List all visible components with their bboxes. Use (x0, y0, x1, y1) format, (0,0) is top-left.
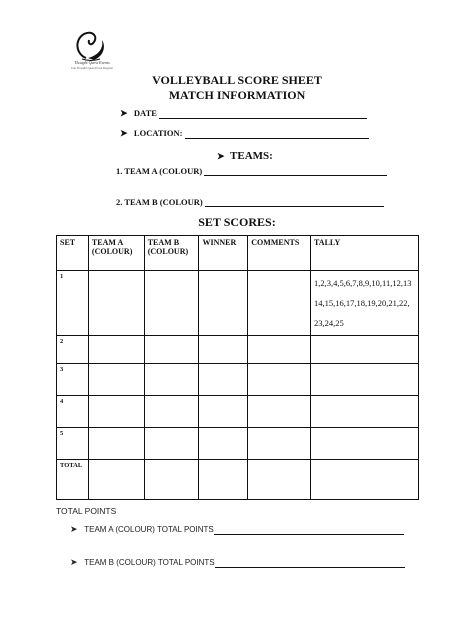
arrow-bullet-icon: ➤ (120, 128, 128, 138)
team-b-total-field[interactable] (215, 559, 405, 568)
tally-cell[interactable] (311, 396, 419, 428)
team-a-row (116, 166, 387, 176)
team-b-total-cell[interactable] (144, 460, 199, 500)
winner-cell[interactable] (199, 428, 248, 460)
table-row (57, 336, 419, 364)
arrow-bullet-icon: ➤ (70, 557, 78, 567)
tally-cell (311, 271, 419, 336)
page-title: VOLLEYBALL SCORE SHEET (152, 73, 322, 87)
logo-tagline: Join Thought Quest Event Register (70, 66, 114, 70)
team-b-label: 2. TEAM B (COLOUR) (116, 197, 203, 207)
teams-heading: TEAMS: (230, 150, 273, 162)
team-a-label: 1. TEAM A (COLOUR) (116, 166, 203, 176)
location-field[interactable] (185, 130, 369, 139)
table-total-row (57, 460, 419, 500)
team-a-score-cell[interactable] (88, 396, 144, 428)
tally-cell[interactable] (311, 428, 419, 460)
winner-cell[interactable] (199, 396, 248, 428)
tally-cell[interactable] (311, 364, 419, 396)
winner-cell[interactable] (199, 271, 248, 336)
comments-cell[interactable] (248, 336, 311, 364)
team-b-total-label: TEAM B (COLOUR) TOTAL POINTS (84, 558, 215, 567)
set-number: 1 (57, 271, 89, 336)
col-header-set: SET (57, 236, 89, 271)
comments-cell[interactable] (248, 271, 311, 336)
winner-cell[interactable] (199, 336, 248, 364)
set-number: 5 (57, 428, 89, 460)
tally-cell[interactable] (311, 336, 419, 364)
team-a-total-cell[interactable] (88, 460, 144, 500)
set-scores-table (56, 235, 419, 500)
team-a-total-row (70, 524, 404, 535)
location-label: LOCATION: (133, 128, 183, 138)
team-b-score-cell[interactable] (144, 428, 199, 460)
team-b-field[interactable] (205, 198, 384, 207)
comments-cell[interactable] (248, 428, 311, 460)
comments-cell[interactable] (248, 364, 311, 396)
logo-script-text: Thought Quest Events (74, 60, 110, 65)
team-a-score-cell[interactable] (88, 271, 144, 336)
col-header-comments: COMMENTS (248, 236, 311, 271)
total-points-heading: TOTAL POINTS (56, 506, 117, 516)
team-a-score-cell[interactable] (88, 364, 144, 396)
total-label: TOTAL (57, 460, 89, 500)
col-header-team-a: TEAM A (COLOUR) (88, 236, 144, 271)
location-row (120, 128, 369, 139)
team-b-total-row (70, 557, 405, 568)
tally-line: 14,15,16,17,18,19,20,21,22, (314, 298, 410, 308)
table-row (57, 271, 419, 336)
team-a-score-cell[interactable] (88, 428, 144, 460)
set-number: 3 (57, 364, 89, 396)
team-b-score-cell[interactable] (144, 336, 199, 364)
date-field[interactable] (159, 110, 367, 119)
winner-cell[interactable] (199, 364, 248, 396)
team-a-total-label: TEAM A (COLOUR) TOTAL POINTS (84, 525, 214, 534)
tally-line: 1,2,3,4,5,6,7,8,9,10,11,12,13 (314, 278, 412, 288)
winner-total-cell[interactable] (199, 460, 248, 500)
set-number: 2 (57, 336, 89, 364)
date-row (120, 108, 367, 119)
team-a-total-field[interactable] (214, 526, 404, 535)
col-header-tally: TALLY (311, 236, 419, 271)
comments-total-cell[interactable] (248, 460, 311, 500)
table-row (57, 364, 419, 396)
teams-heading-row (217, 150, 273, 162)
comments-cell[interactable] (248, 396, 311, 428)
date-label: DATE (133, 108, 157, 118)
arrow-bullet-icon: ➤ (70, 524, 78, 534)
arrow-bullet-icon: ➤ (217, 151, 225, 161)
set-scores-heading: SET SCORES: (198, 215, 276, 229)
col-header-team-b: TEAM B (COLOUR) (144, 236, 199, 271)
set-number: 4 (57, 396, 89, 428)
team-a-score-cell[interactable] (88, 336, 144, 364)
tally-line: 23,24,25 (314, 318, 344, 328)
table-row (57, 428, 419, 460)
page-subtitle: MATCH INFORMATION (168, 88, 306, 102)
team-a-field[interactable] (204, 167, 387, 176)
table-row (57, 396, 419, 428)
col-header-winner: WINNER (199, 236, 248, 271)
arrow-bullet-icon: ➤ (120, 108, 128, 118)
team-b-score-cell[interactable] (144, 396, 199, 428)
team-b-score-cell[interactable] (144, 271, 199, 336)
team-b-score-cell[interactable] (144, 364, 199, 396)
tally-total-cell[interactable] (311, 460, 419, 500)
team-b-row (116, 197, 384, 207)
table-header-row (57, 236, 419, 271)
